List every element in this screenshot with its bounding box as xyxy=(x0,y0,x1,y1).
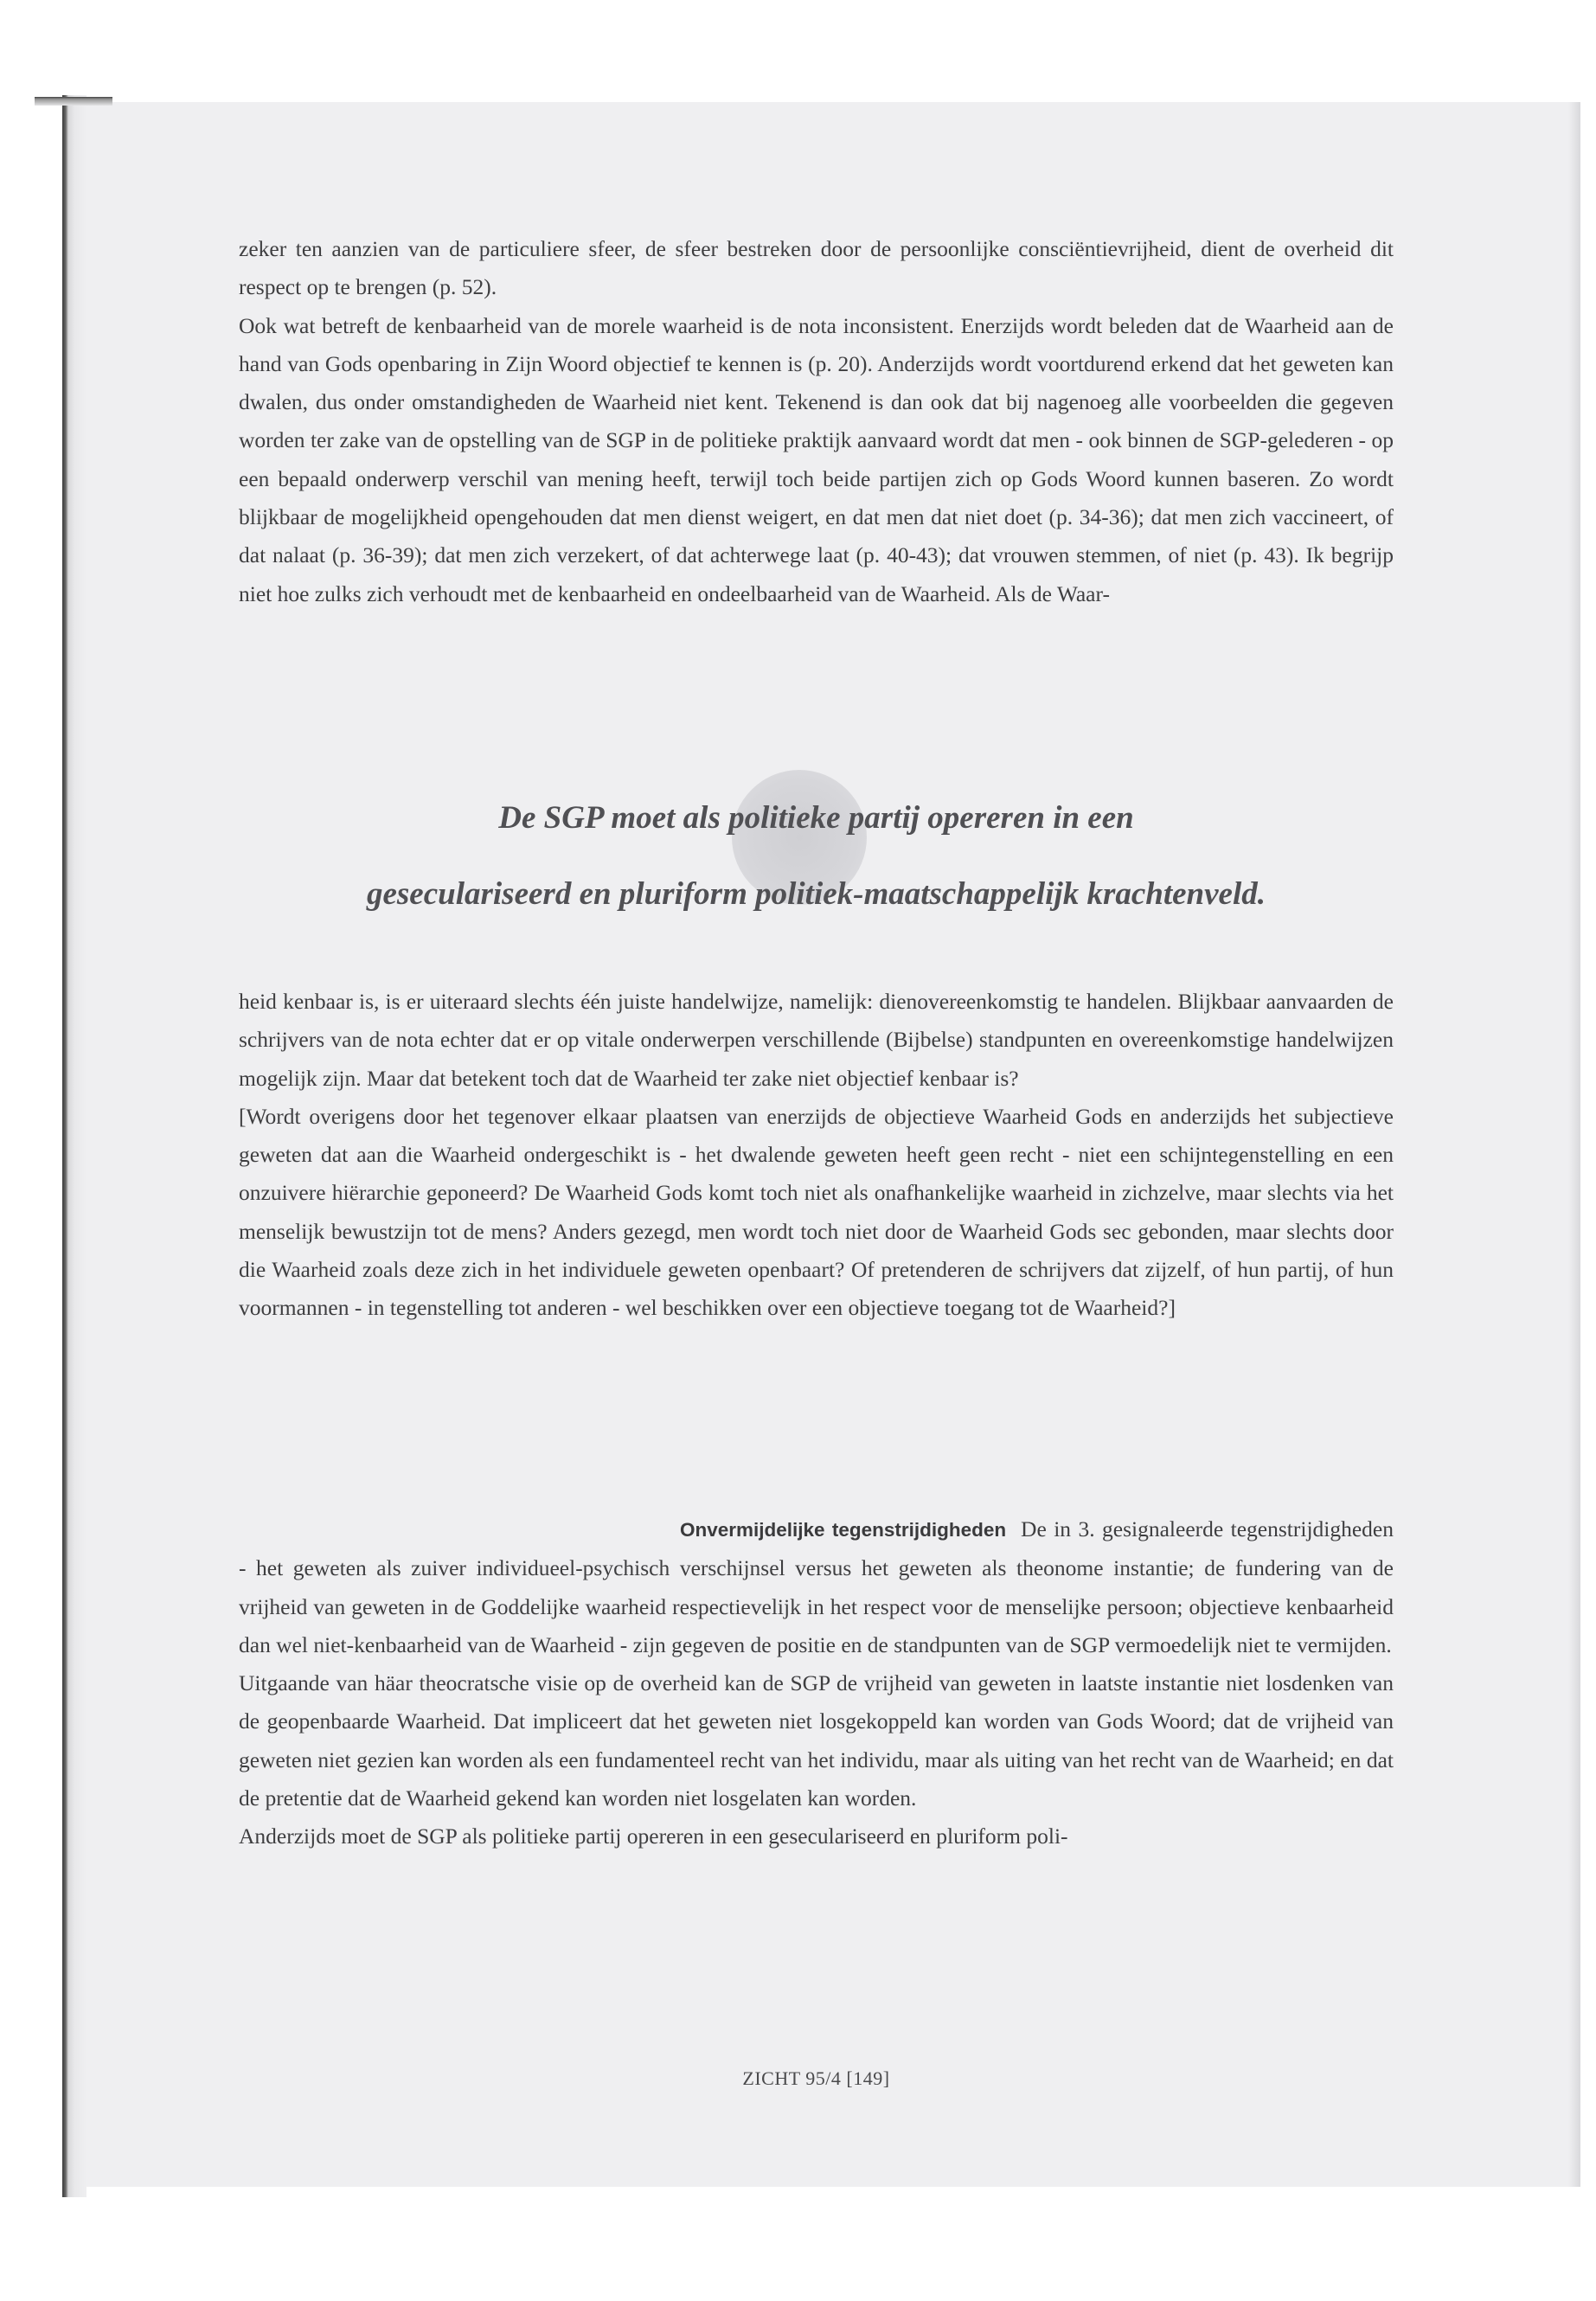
pull-quote-line-1: De SGP moet als politieke partij opereren in een xyxy=(498,800,1134,836)
page-binding-edge xyxy=(62,95,87,2197)
body-text-middle xyxy=(239,983,1394,1328)
section-paragraph-1: De in 3. gesignaleerde tegenstrijdigheden - het geweten als zuiver individueel-psychisch verschijnsel versus het geweten als theonome instantie; de fundering van de vrijheid van geweten in de Goddelijke waarheid respectievelijk in het respect voor de menselijke persoon; objectieve kenbaarheid dan wel niet-kenbaarheid van de Waarheid - zijn gegeven de positie en de standpunten van de SGP vermoedelijk niet te vermijden. xyxy=(239,1516,1394,1657)
section-heading: Onvermijdelijke tegenstrijdigheden xyxy=(680,1519,1007,1541)
body-text-top xyxy=(239,230,1394,613)
paragraph-mid-2: [Wordt overigens door het tegenover elkaar plaatsen van enerzijds de objectieve Waarheid Gods en anderzijds het subjectieve geweten dat aan die Waarheid ondergeschikt is - het dwalende geweten heeft geen recht - niet een schijntegenstelling en een onzuivere hiërarchie geponeerd? De Waarheid Gods komt toch niet als onafhankelijke waarheid in zichzelve, maar slechts via het menselijk bewustzijn tot de mens? Anders gezegd, men wordt toch niet door de Waarheid Gods sec gebonden, maar slechts door die Waarheid zoals deze zich in het individuele geweten openbaart? Of pretenderen de schrijvers dat zijzelf, of hun partij, of hun voormannen - in tegenstelling tot anderen - wel beschikken over een objectieve toegang tot de Waarheid?] xyxy=(239,1103,1394,1321)
page-right-edge xyxy=(1568,102,1580,2187)
page-footer: ZICHT 95/4 [149] xyxy=(742,2067,890,2089)
pull-quote-line-2: geseculariseerd en pluriform politiek-maatschappelijk krachtenveld. xyxy=(366,876,1266,912)
paragraph-top-2: Ook wat betreft de kenbaarheid van de morele waarheid is de nota inconsistent. Enerzijds wordt beleden dat de Waarheid aan de hand van Gods openbaring in Zijn Woord objectief te kennen is (p. 20). Anderzijds wordt voortdurend erkend dat het geweten kan dwalen, dus onder omstandigheden de Waarheid niet kent. Tekenend is dan ook dat bij nagenoeg alle voorbeelden die gegeven worden ter zake van de opstelling van de SGP in de politieke praktijk aanvaard wordt dat men - ook binnen de SGP-gelederen - op een bepaald onderwerp verschil van mening heeft, terwijl toch beide partijen zich op Gods Woord kunnen baseren. Zo wordt blijkbaar de mogelijkheid opengehouden dat men dienst weigert, en dat men dat niet doet (p. 34-36); dat men zich vaccineert, of dat nalaat (p. 36-39); dat men zich verzekert, of dat achterwege laat (p. 40-43); dat vrouwen stemmen, of niet (p. 43). Ik begrijp niet hoe zulks zich verhoudt met de kenbaarheid en ondeelbaarheid van de Waarheid. Als de Waar- xyxy=(239,312,1394,606)
page-binding-top xyxy=(35,97,112,106)
section-first-paragraph xyxy=(239,1510,1394,1664)
section-paragraph-2: Uitgaande van häar theocratsche visie op de overheid kan de SGP de vrijheid van geweten in laatste instantie niet losdenken van de geopenbaarde Waarheid. Dat impliceert dat het geweten niet losgekoppeld kan worden van Gods Woord; dat de vrijheid van geweten niet gezien kan worden als een fundamenteel recht van het individu, maar als uiting van het recht van de Waarheid; en dat de pretentie dat de Waarheid gekend kan worden niet losgelaten kan worden. xyxy=(239,1670,1394,1811)
paragraph-mid-1: heid kenbaar is, is er uiteraard slechts één juiste handelwijze, namelijk: dienovereenkomstig te handelen. Blijkbaar aanvaarden de schrijvers van de nota echter dat er op vitale onderwerpen verschillende (Bijbelse) standpunten en overeenkomstige handelwijzen mogelijk zijn. Maar dat betekent toch dat de Waarheid ter zake niet objectief kenbaar is? xyxy=(239,989,1394,1091)
paragraph-top-1: zeker ten aanzien van de particuliere sfeer, de sfeer bestreken door de persoonlijke consciëntievrijheid, dient de overheid dit respect op te brengen (p. 52). xyxy=(239,236,1394,300)
section-onvermijdelijke xyxy=(239,1510,1394,1856)
pull-quote xyxy=(239,780,1394,933)
section-paragraph-3: Anderzijds moet de SGP als politieke partij opereren in een geseculariseerd en pluriform poli- xyxy=(239,1823,1068,1849)
